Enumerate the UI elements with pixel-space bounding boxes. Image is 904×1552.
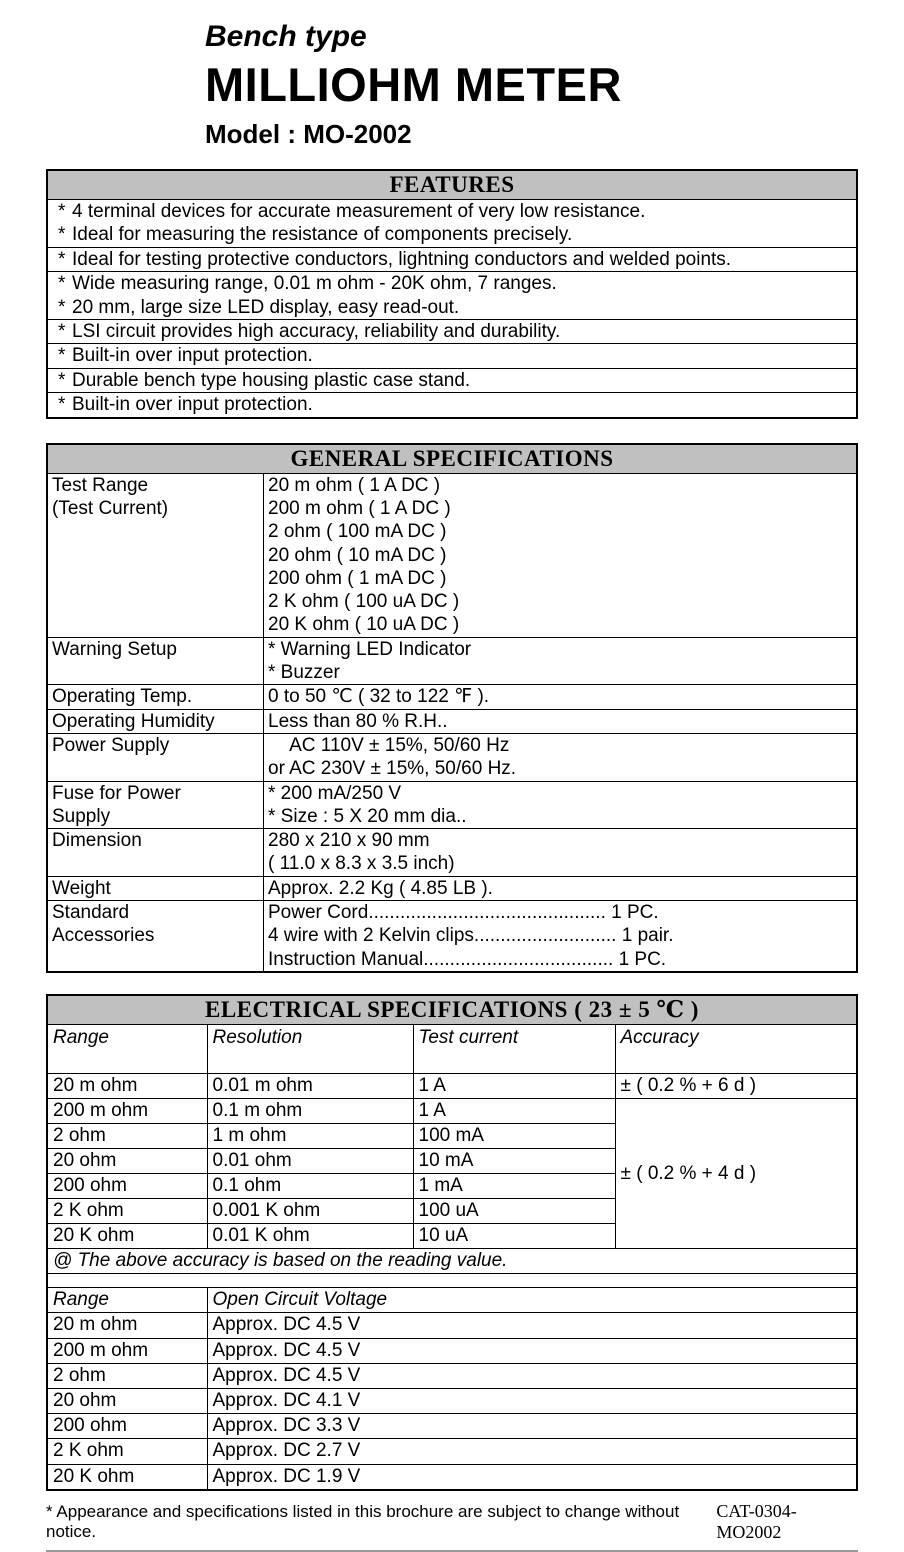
spec-row: [48, 637, 856, 685]
ocv-table-row: [48, 1414, 856, 1439]
accuracy-cell: ± ( 0.2 % + 6 d ): [615, 1074, 856, 1099]
range-cell: 200 m ohm: [48, 1099, 207, 1124]
spec-row: [48, 781, 856, 829]
test-current-cell: 10 mA: [413, 1149, 615, 1174]
bullet-asterisk: *: [58, 273, 66, 295]
ocv-table-header-row: [48, 1287, 856, 1313]
feature-item: [48, 200, 856, 223]
catalog-number: CAT-0304-MO2002: [716, 1500, 797, 1542]
column-header: Test current: [413, 1025, 615, 1074]
feature-group: [48, 319, 856, 343]
spec-row: [48, 709, 856, 733]
spec-value: [264, 877, 856, 900]
spec-label-line: Warning Setup: [52, 638, 177, 660]
voltage-cell: Approx. DC 4.5 V: [207, 1363, 856, 1388]
voltage-cell: Approx. DC 2.7 V: [207, 1439, 856, 1464]
feature-text: 4 terminal devices for accurate measurement of very low resistance.: [72, 201, 646, 222]
accuracy-table-row: [48, 1074, 856, 1099]
spec-row: [48, 876, 856, 900]
page-footer: [46, 1501, 858, 1552]
voltage-cell: Approx. DC 4.5 V: [207, 1338, 856, 1363]
spec-label: [48, 901, 264, 971]
accuracy-table-row: [48, 1099, 856, 1124]
spec-value-line: or AC 230V ± 15%, 50/60 Hz.: [268, 758, 517, 780]
feature-text: Durable bench type housing plastic case stand.: [72, 369, 471, 391]
ocv-table-row: [48, 1389, 856, 1414]
spec-value: [264, 901, 856, 971]
range-cell: 2 ohm: [48, 1363, 207, 1388]
general-specs-table: [46, 443, 858, 973]
voltage-cell: Approx. DC 4.5 V: [207, 1313, 856, 1338]
resolution-cell: 0.01 ohm: [207, 1149, 413, 1174]
resolution-cell: 0.01 m ohm: [207, 1074, 413, 1099]
feature-group: [48, 392, 856, 416]
feature-item: [48, 296, 856, 319]
bullet-asterisk: *: [58, 345, 66, 367]
range-cell: 20 m ohm: [48, 1074, 207, 1099]
column-header: Accuracy: [615, 1025, 856, 1074]
spec-value-line: 4 wire with 2 Kelvin clips........................... 1 pair.: [268, 925, 674, 947]
spec-value: [264, 710, 856, 733]
spec-label-line: Standard: [52, 902, 130, 923]
bullet-asterisk: *: [58, 201, 66, 222]
resolution-cell: 0.001 K ohm: [207, 1199, 413, 1224]
feature-text: Built-in over input protection.: [72, 394, 313, 416]
spec-label-line: Fuse for Power: [52, 782, 181, 804]
spec-value-line: 200 ohm ( 1 mA DC ): [268, 567, 447, 589]
features-list: [48, 200, 856, 417]
resolution-cell: 1 m ohm: [207, 1124, 413, 1149]
spec-value-line: * Size : 5 X 20 mm dia..: [268, 805, 467, 827]
range-cell: 20 K ohm: [48, 1464, 207, 1489]
spec-value-line: 20 K ohm ( 10 uA DC ): [268, 614, 460, 636]
product-header: [205, 20, 858, 149]
feature-item: [48, 223, 856, 246]
electrical-specs-table: [46, 994, 858, 1491]
spec-value-line: * Buzzer: [268, 662, 340, 684]
feature-text: LSI circuit provides high accuracy, reliability and durability.: [72, 321, 561, 343]
spec-label: [48, 685, 264, 708]
spec-value-line: * 200 mA/250 V: [268, 782, 402, 804]
spec-value-line: * Warning LED Indicator: [268, 638, 472, 660]
spec-label-line: Weight: [52, 877, 111, 899]
range-cell: 200 ohm: [48, 1174, 207, 1199]
spec-label: [48, 782, 264, 829]
product-type-label: Bench type: [205, 20, 367, 53]
spec-value-line: Approx. 2.2 Kg ( 4.85 LB ).: [268, 877, 493, 899]
accuracy-spec-table: [48, 1025, 856, 1249]
feature-group: [48, 271, 856, 319]
feature-item: [48, 369, 856, 392]
feature-item: [48, 393, 856, 416]
bullet-asterisk: *: [58, 296, 66, 318]
column-header: Range: [48, 1025, 207, 1074]
feature-group: [48, 343, 856, 367]
voltage-cell: Approx. DC 3.3 V: [207, 1414, 856, 1439]
feature-item: [48, 344, 856, 367]
feature-group: [48, 247, 856, 271]
feature-text: Built-in over input protection.: [72, 345, 313, 367]
table-spacer: [48, 1274, 856, 1287]
spec-label-line: Supply: [52, 805, 111, 827]
spec-label-line: Operating Humidity: [52, 710, 215, 732]
bullet-asterisk: *: [58, 394, 66, 416]
feature-item: [48, 272, 856, 295]
spec-value-line: 20 m ohm ( 1 A DC ): [268, 474, 441, 496]
spec-value: [264, 638, 856, 685]
spec-value-line: ( 11.0 x 8.3 x 3.5 inch): [268, 853, 455, 875]
range-cell: 200 m ohm: [48, 1338, 207, 1363]
spec-row: [48, 900, 856, 971]
general-specs-heading: GENERAL SPECIFICATIONS: [48, 445, 856, 474]
spec-row: [48, 733, 856, 781]
spec-value-line: 20 ohm ( 10 mA DC ): [268, 544, 447, 566]
spec-label: [48, 638, 264, 685]
spec-label-line: Accessories: [52, 925, 155, 947]
range-cell: 2 K ohm: [48, 1199, 207, 1224]
spec-value-line: 200 m ohm ( 1 A DC ): [268, 497, 451, 519]
features-heading: FEATURES: [48, 171, 856, 200]
spec-label-line: Test Range: [52, 474, 149, 496]
spec-value-line: 280 x 210 x 90 mm: [268, 830, 430, 852]
spec-value: [264, 734, 856, 781]
voltage-cell: Approx. DC 4.1 V: [207, 1389, 856, 1414]
feature-item: [48, 320, 856, 343]
bullet-asterisk: *: [58, 248, 66, 270]
electrical-specs-heading: ELECTRICAL SPECIFICATIONS ( 23 ± 5 ℃ ): [48, 996, 856, 1025]
spec-label: [48, 710, 264, 733]
spec-label-line: (Test Current): [52, 497, 169, 519]
feature-group: [48, 200, 856, 247]
spec-value-line: 2 K ohm ( 100 uA DC ): [268, 591, 460, 613]
product-model: Model : MO-2002: [205, 119, 412, 149]
spec-value-line: AC 110V ± 15%, 50/60 Hz: [268, 734, 510, 756]
accuracy-cell-merged: ± ( 0.2 % + 4 d ): [615, 1099, 856, 1249]
resolution-cell: 0.1 ohm: [207, 1174, 413, 1199]
spec-row: [48, 828, 856, 876]
ocv-table-row: [48, 1464, 856, 1489]
ocv-table-row: [48, 1313, 856, 1338]
range-cell: 20 m ohm: [48, 1313, 207, 1338]
feature-group: [48, 368, 856, 392]
range-cell: 20 ohm: [48, 1149, 207, 1174]
test-current-cell: 100 mA: [413, 1124, 615, 1149]
range-cell: 2 K ohm: [48, 1439, 207, 1464]
feature-text: Ideal for measuring the resistance of components precisely.: [72, 224, 573, 246]
feature-item: [48, 248, 856, 271]
test-current-cell: 100 uA: [413, 1199, 615, 1224]
general-specs-rows: [48, 474, 856, 971]
spec-label-line: Operating Temp.: [52, 686, 193, 708]
spec-value-line: Power Cord............................................. 1 PC.: [268, 902, 659, 923]
ocv-table-row: [48, 1363, 856, 1388]
feature-text: Wide measuring range, 0.01 m ohm - 20K ohm, 7 ranges.: [72, 273, 557, 295]
resolution-cell: 0.1 m ohm: [207, 1099, 413, 1124]
spec-row: [48, 684, 856, 708]
column-header: Range: [48, 1287, 207, 1313]
spec-value: [264, 782, 856, 829]
spec-label: [48, 734, 264, 781]
test-current-cell: 1 A: [413, 1074, 615, 1099]
spec-value-line: Instruction Manual.................................... 1 PC.: [268, 948, 667, 970]
footer-disclaimer: * Appearance and specifications listed in this brochure are subject to change without notice.: [46, 1501, 680, 1541]
test-current-cell: 10 uA: [413, 1224, 615, 1249]
column-header: Resolution: [207, 1025, 413, 1074]
features-table: [46, 169, 858, 419]
range-cell: 200 ohm: [48, 1414, 207, 1439]
bullet-asterisk: *: [58, 321, 66, 343]
spec-value: [264, 829, 856, 876]
resolution-cell: 0.01 K ohm: [207, 1224, 413, 1249]
open-circuit-voltage-table: [48, 1287, 856, 1489]
range-cell: 2 ohm: [48, 1124, 207, 1149]
bullet-asterisk: *: [58, 369, 66, 391]
spec-label-line: Dimension: [52, 830, 142, 852]
product-title: MILLIOHM METER: [205, 58, 622, 111]
feature-text: Ideal for testing protective conductors, lightning conductors and welded points.: [72, 248, 732, 270]
test-current-cell: 1 A: [413, 1099, 615, 1124]
spec-row: [48, 474, 856, 637]
spec-label: [48, 474, 264, 637]
bullet-asterisk: *: [58, 224, 66, 246]
spec-label-line: Power Supply: [52, 734, 170, 756]
spec-value: [264, 685, 856, 708]
spec-label: [48, 877, 264, 900]
range-cell: 20 ohm: [48, 1389, 207, 1414]
spec-value-line: 2 ohm ( 100 mA DC ): [268, 521, 447, 543]
test-current-cell: 1 mA: [413, 1174, 615, 1199]
spec-value: [264, 474, 856, 637]
accuracy-note: @ The above accuracy is based on the reading value.: [48, 1248, 856, 1274]
ocv-table-row: [48, 1338, 856, 1363]
spec-value-line: 0 to 50 ℃ ( 32 to 122 ℉ ).: [268, 686, 490, 708]
feature-text: 20 mm, large size LED display, easy read-out.: [72, 296, 460, 318]
spec-label: [48, 829, 264, 876]
ocv-table-row: [48, 1439, 856, 1464]
spec-value-line: Less than 80 % R.H..: [268, 710, 448, 732]
voltage-cell: Approx. DC 1.9 V: [207, 1464, 856, 1489]
accuracy-table-header-row: [48, 1025, 856, 1074]
column-header: Open Circuit Voltage: [207, 1287, 856, 1313]
range-cell: 20 K ohm: [48, 1224, 207, 1249]
